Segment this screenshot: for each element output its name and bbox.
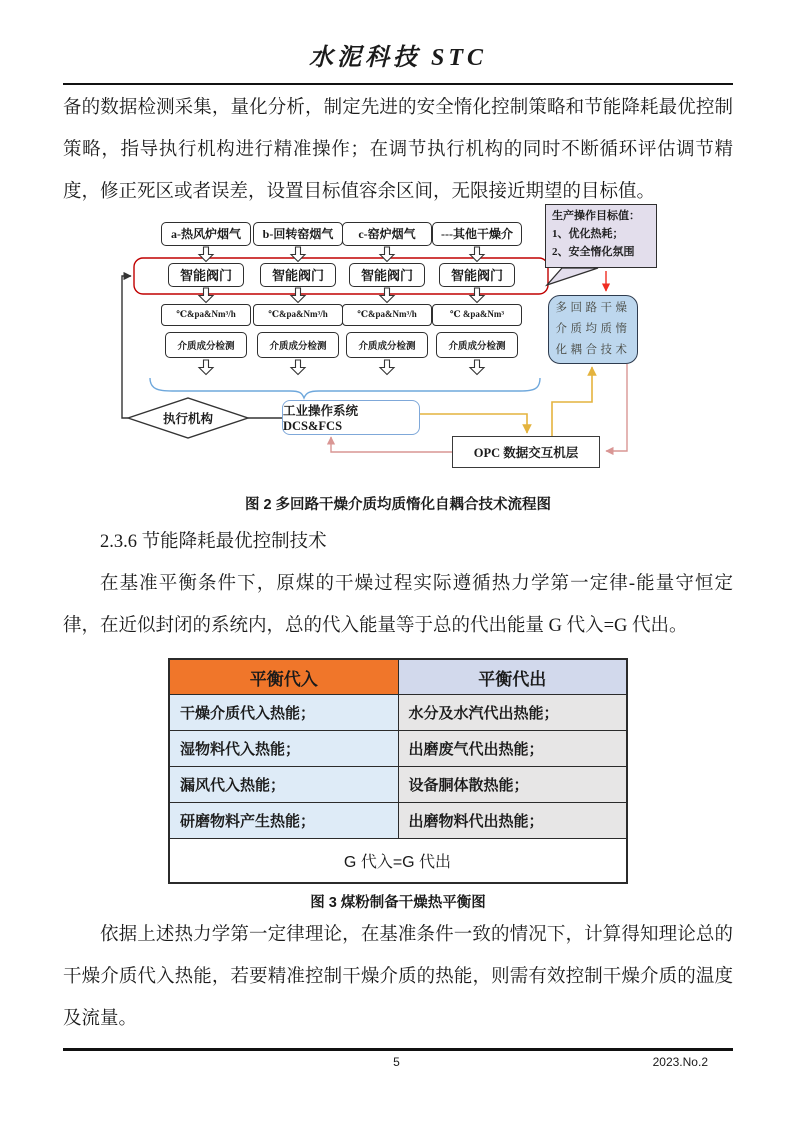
balance-equation: G 代入=G 代出 [169,839,627,883]
paragraph-1: 备的数据检测采集，量化分析，制定先进的安全惰化控制策略和节能降耗最优控制策略，指导执行机构进行精准操作；在调节执行机构的同时不断循环评估调节精度，修正死区或者误差，设置目标值容余区间，无限接近期望的目标值。 [63,98,733,202]
production-target-callout [545,204,657,268]
valve-box-2: 智能阀门 [260,263,336,287]
table-row [169,731,627,767]
tech-box-line-2: 介质均质惰 [555,323,631,336]
journal-title: 水泥科技 STC [308,45,487,71]
paragraph-3: 依据上述热力学第一定律理论，在基准条件一致的情况下，计算得知理论总的干燥介质代入热能，若要精准控制干燥介质的热能，则需有效控制干燥介质的温度及流量。 [63,924,733,1029]
table-cell: 漏风代入热能； [169,767,398,803]
paragraph-2: 在基准平衡条件下，原煤的干燥过程实际遵循热力学第一定律-能量守恒定律，在近似封闭的系统内，总的代入能量等于总的代出能量 G 代入=G 代出。 [63,573,733,636]
source-box-4: ---其他干燥介 [432,222,522,246]
tech-box [548,295,638,364]
figure3-caption: 图 3 煤粉制备干燥热平衡图 [310,894,486,911]
detect-box-3: 介质成分检测 [346,332,428,358]
page-header [63,0,733,85]
table-row [169,767,627,803]
callout-item-1: 1、优化热耗； [552,227,624,240]
valve-box-3: 智能阀门 [349,263,425,287]
table-cell: 出磨废气代出热能； [398,731,627,767]
table-header-out: 平衡代出 [398,659,627,695]
detect-box-1: 介质成分检测 [165,332,247,358]
detect-box-2: 介质成分检测 [257,332,339,358]
page-number: 5 [393,1055,400,1069]
actuator-diamond-label: 执行机构 [162,411,213,426]
valve-box-4: 智能阀门 [439,263,515,287]
source-box-1: a-热风炉烟气 [161,222,251,246]
table-cell: 湿物料代入热能； [169,731,398,767]
tech-box-line-1: 多回路干燥 [555,302,631,315]
footer-rule [63,1048,733,1051]
table-footer-row [169,839,627,883]
measure-box-1: ℃&pa&Nm³/h [161,304,251,326]
table-header-row [169,659,627,695]
table-row [169,695,627,731]
table-cell: 研磨物料产生热能； [169,803,398,839]
heat-balance-table [168,658,628,884]
section-heading: 2.3.6 节能降耗最优控制技术 [100,531,327,552]
measure-box-3: ℃&pa&Nm³/h [342,304,432,326]
table-cell: 设备胴体散热能； [398,767,627,803]
table-cell: 水分及水汽代出热能； [398,695,627,731]
table-cell: 出磨物料代出热能； [398,803,627,839]
issue-label: 2023.No.2 [652,1055,708,1069]
table-cell: 干燥介质代入热能； [169,695,398,731]
figure2-diagram [110,209,750,486]
opc-layer-box: OPC 数据交互机层 [452,436,600,468]
detect-box-4: 介质成分检测 [436,332,518,358]
valve-box-1: 智能阀门 [168,263,244,287]
callout-title: 生产操作目标值： [552,209,640,222]
measure-box-2: ℃&pa&Nm³/h [253,304,343,326]
source-box-2: b-回转窑烟气 [253,222,343,246]
source-box-3: c-窑炉烟气 [342,222,432,246]
callout-item-2: 2、安全惰化氛围 [552,245,635,258]
table-row [169,803,627,839]
header-rule [63,83,733,85]
table-header-in: 平衡代入 [169,659,398,695]
figure2-caption: 图 2 多回路干燥介质均质惰化自耦合技术流程图 [244,496,552,513]
gather-brace [150,378,540,398]
tech-box-line-3: 化耦合技术 [555,343,631,356]
callout-tail [547,268,598,285]
measure-box-4: ℃ &pa&Nm³ [432,304,522,326]
dcs-system-box: 工业操作系统 DCS&FCS [282,400,420,435]
